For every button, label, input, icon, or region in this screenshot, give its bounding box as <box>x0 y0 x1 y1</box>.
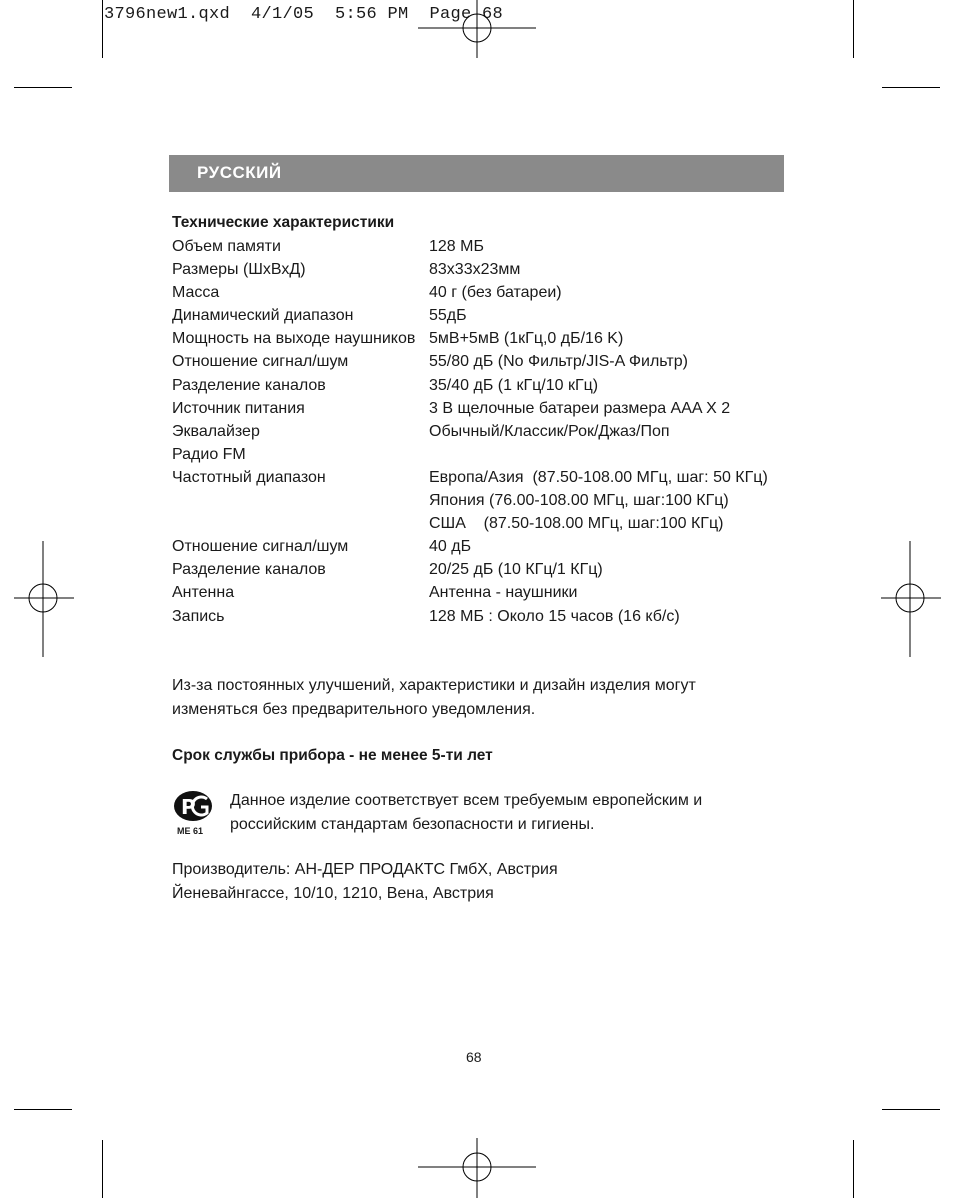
spec-label: Частотный диапазон <box>172 468 326 486</box>
crop-mark <box>14 87 72 88</box>
spec-row <box>172 350 792 373</box>
spec-label: Разделение каналов <box>172 376 326 394</box>
certification-mark-label: ME 61 <box>177 826 204 836</box>
registration-mark-icon <box>14 541 74 657</box>
notice-line: Из-за постоянных улучшений, характеристики и дизайн изделия могут <box>172 677 696 694</box>
spec-label: Радио FM <box>172 445 246 463</box>
spec-label: Разделение каналов <box>172 561 326 579</box>
spec-label: Мощность на выходе наушников <box>172 330 416 348</box>
crop-mark <box>102 0 103 58</box>
service-life-note: Срок службы прибора - не менее 5-ти лет <box>172 747 493 764</box>
svg-text:P: P <box>181 795 196 819</box>
spec-value: 40 г (без батареи) <box>429 284 562 302</box>
cert-line: Данное изделие соответствует всем требуемым европейским и <box>230 792 703 809</box>
page-number: 68 <box>466 1049 482 1065</box>
spec-row <box>172 489 792 512</box>
spec-value: 128 МБ <box>429 238 484 255</box>
spec-row <box>172 304 792 327</box>
spec-label: Источник питания <box>172 399 305 417</box>
spec-label: Эквалайзер <box>172 422 260 440</box>
spec-label: Динамический диапазон <box>172 307 354 325</box>
spec-value: 5мВ+5мВ (1кГц,0 дБ/16 K) <box>429 330 624 348</box>
spec-row <box>172 258 792 281</box>
spec-label: Масса <box>172 284 220 302</box>
registration-mark-icon <box>418 0 536 58</box>
language-label: РУССКИЙ <box>197 163 282 182</box>
spec-value: Антенна - наушники <box>429 584 578 602</box>
crop-mark <box>102 1140 103 1198</box>
spec-row <box>172 581 792 604</box>
spec-label: Объем памяти <box>172 238 281 255</box>
manufacturer-info <box>172 858 558 906</box>
spec-row <box>172 374 792 397</box>
crop-mark <box>14 1109 72 1110</box>
spec-row <box>172 397 792 420</box>
crop-mark <box>853 1140 854 1198</box>
spec-value: 20/25 дБ (10 КГц/1 КГц) <box>429 561 603 579</box>
spec-value: 128 МБ : Около 15 часов (16 кб/с) <box>429 607 680 625</box>
crop-mark <box>882 87 940 88</box>
spec-label: Размеры (ШхВхД) <box>172 261 306 279</box>
manufacturer-address: Йеневайнгассе, 10/10, 1210, Вена, Австрия <box>172 885 494 902</box>
spec-value: 3 В щелочные батареи размера AAA X 2 <box>429 399 731 417</box>
spec-row <box>172 235 792 258</box>
notice-paragraph <box>172 674 696 722</box>
spec-label: Запись <box>172 607 225 625</box>
registration-mark-icon <box>418 1138 536 1198</box>
spec-row <box>172 443 792 466</box>
spec-label: Отношение сигнал/шум <box>172 538 349 556</box>
spec-label <box>172 512 429 535</box>
spec-row <box>172 512 792 535</box>
spec-row <box>172 327 792 350</box>
spec-value: Япония (76.00-108.00 МГц, шаг:100 КГц) <box>429 492 729 510</box>
spec-value: Европа/Азия (87.50-108.00 МГц, шаг: 50 КГц) <box>429 468 768 486</box>
spec-row <box>172 535 792 558</box>
language-header <box>169 155 784 192</box>
spec-label: Отношение сигнал/шум <box>172 353 349 371</box>
spec-row <box>172 281 792 304</box>
spec-value: 55дБ <box>429 307 467 325</box>
spec-value: 83x33x23мм <box>429 261 521 279</box>
spec-value: 35/40 дБ (1 кГц/10 кГц) <box>429 376 599 394</box>
spec-row <box>172 558 792 581</box>
spec-value: Обычный/Классик/Рок/Джаз/Поп <box>429 422 670 440</box>
specs-table <box>172 235 792 628</box>
spec-value: 40 дБ <box>429 538 472 556</box>
spec-row <box>172 466 792 489</box>
spec-row <box>172 605 792 628</box>
cert-paragraph <box>230 789 702 837</box>
spec-value: 55/80 дБ (No Фильтр/JIS-A Фильтр) <box>429 353 688 371</box>
specs-title: Технические характеристики <box>172 214 395 231</box>
print-slug: 3796new1.qxd 4/1/05 5:56 PM Page 68 <box>104 5 504 24</box>
notice-line: изменяться без предварительного уведомления. <box>172 701 536 718</box>
spec-label <box>172 489 429 512</box>
crop-mark <box>882 1109 940 1110</box>
spec-label: Антенна <box>172 584 235 602</box>
spec-row <box>172 420 792 443</box>
crop-mark <box>853 0 854 58</box>
spec-value: США (87.50-108.00 МГц, шаг:100 КГц) <box>429 515 724 533</box>
manufacturer-line: Производитель: АН-ДЕР ПРОДАКТС ГмбХ, Австрия <box>172 861 558 878</box>
cert-line: российским стандартам безопасности и гигиены. <box>230 816 595 833</box>
registration-mark-icon <box>881 541 941 657</box>
